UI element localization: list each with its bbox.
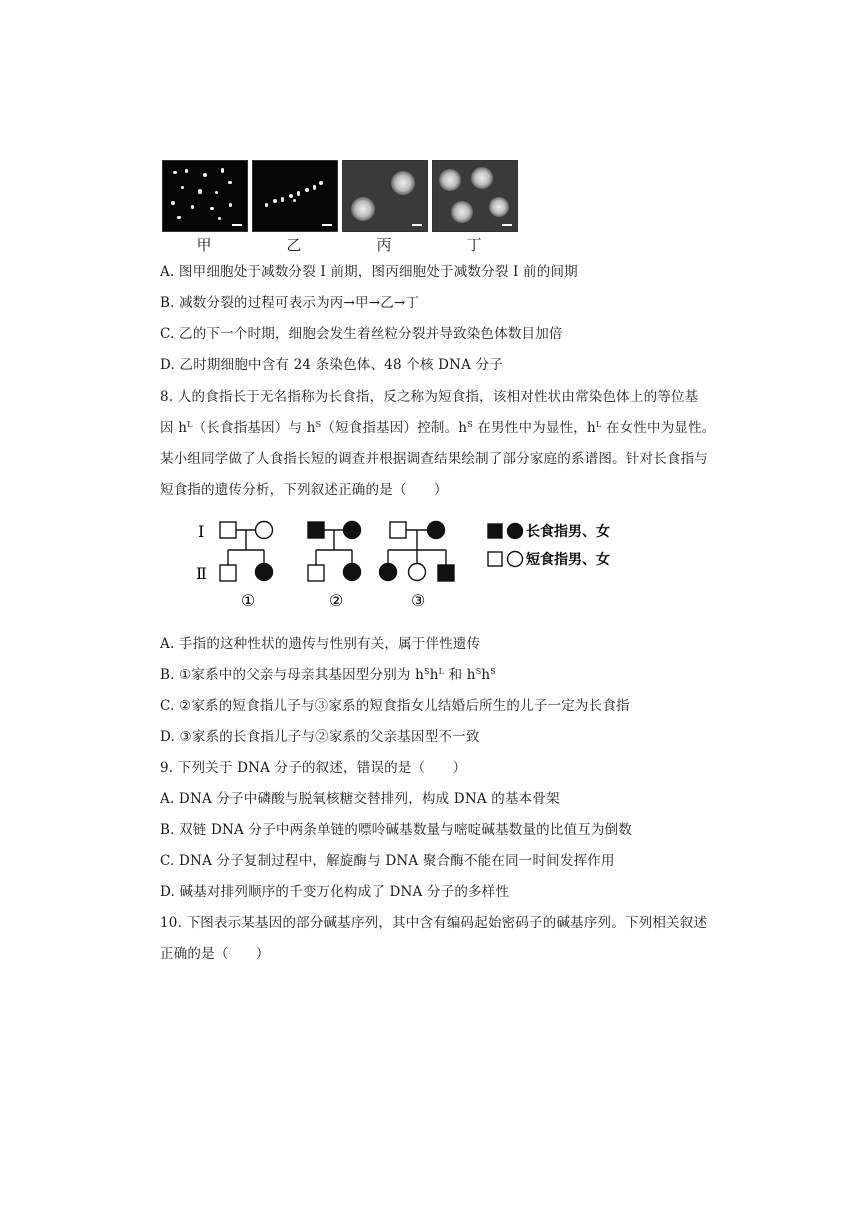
f3-mother-long <box>428 522 445 539</box>
q10-stem-line1: 10. 下图表示某基因的部分碱基序列，其中含有编码起始密码子的碱基序列。下列相关叙述 <box>160 915 708 931</box>
q9-stem: 9. 下列关于 DNA 分子的叙述，错误的是（ ） <box>160 760 467 776</box>
micro-label-yi: 乙 <box>286 236 302 254</box>
q8-option-b: B. ①家系中的父亲与母亲其基因型分别为 $h^Sh^L$ 和 $h^Sh^S$ <box>160 667 496 683</box>
legend-long-label: 长食指男、女 <box>526 524 610 540</box>
family-label-3: ③ <box>411 591 426 610</box>
micrograph-figure <box>162 160 522 255</box>
legend-female-short <box>508 552 523 567</box>
f3-father-short <box>390 522 406 538</box>
f1-father-short <box>220 522 236 538</box>
f2-son-short <box>308 565 324 581</box>
f2-father-long <box>308 522 324 538</box>
micrograph-yi <box>252 160 338 232</box>
q9-option-c: C. DNA 分子复制过程中，解旋酶与 DNA 聚合酶不能在同一时间发挥作用 <box>160 853 615 869</box>
q8-option-c: C. ②家系的短食指儿子与③家系的短食指女儿结婚后所生的儿子一定为长食指 <box>160 698 630 714</box>
q7-option-c: C. 乙的下一个时期，细胞会发生着丝粒分裂并导致染色体数目加倍 <box>160 326 563 342</box>
pedigree-chart <box>190 510 630 610</box>
legend-short-label: 短食指男、女 <box>526 552 610 568</box>
f1-daughter-long <box>256 564 273 581</box>
micrograph-bing <box>342 160 428 232</box>
q7-option-a: A. 图甲细胞处于减数分裂 I 前期，图丙细胞处于减数分裂 I 前的间期 <box>160 264 578 280</box>
micro-label-ding: 丁 <box>466 236 482 254</box>
q9-option-b: B. 双链 DNA 分子中两条单链的嘌呤碱基数量与嘧啶碱基数量的比值互为倒数 <box>160 822 633 838</box>
family-label-1: ① <box>241 591 256 610</box>
family-label-2: ② <box>329 591 344 610</box>
f1-mother-short <box>256 522 273 539</box>
f1-son-short <box>220 565 236 581</box>
q8-option-d: D. ③家系的长食指儿子与②家系的父亲基因型不一致 <box>160 729 480 745</box>
legend-male-short <box>488 552 502 566</box>
q8-stem-line3: 某小组同学做了人食指长短的调查并根据调查结果绘制了部分家庭的系谱图。针对长食指与 <box>160 451 708 467</box>
family-1 <box>220 522 273 582</box>
q9-option-a: A. DNA 分子中磷酸与脱氧核糖交替排列，构成 DNA 的基本骨架 <box>160 791 560 807</box>
q7-option-d: D. 乙时期细胞中含有 24 条染色体、48 个核 DNA 分子 <box>160 357 504 373</box>
legend-male-long <box>488 524 502 538</box>
micro-label-bing: 丙 <box>376 236 392 254</box>
q7-option-b: B. 减数分裂的过程可表示为丙→甲→乙→丁 <box>160 295 420 311</box>
f3-daughter-long <box>380 564 397 581</box>
gen-label-2: Ⅱ <box>196 564 207 583</box>
q8-stem-line2: 因 $h^L$（长食指基因）与 $h^S$（短食指基因）控制。$h^S$ 在男性中为显性，$h^L$ 在女性中为显性。 <box>160 420 716 436</box>
q8-stem-line1: 8. 人的食指长于无名指称为长食指，反之称为短食指，该相对性状由常染色体上的等位基 <box>160 389 699 405</box>
gen-label-1: Ⅰ <box>198 522 205 541</box>
q10-stem-line2: 正确的是（ ） <box>160 946 270 962</box>
legend-female-long <box>508 524 523 539</box>
q9-option-d: D. 碱基对排列顺序的千变万化构成了 DNA 分子的多样性 <box>160 884 510 900</box>
f2-mother-long <box>344 522 361 539</box>
micrograph-ding <box>432 160 518 232</box>
micro-label-jia: 甲 <box>196 236 212 254</box>
micrograph-jia <box>162 160 248 232</box>
f3-son-long <box>438 565 454 581</box>
q8-option-a: A. 手指的这种性状的遗传与性别有关，属于伴性遗传 <box>160 636 481 652</box>
f3-daughter-short <box>409 564 426 581</box>
pedigree-legend <box>488 524 523 567</box>
family-3 <box>380 522 455 582</box>
family-2 <box>308 522 361 582</box>
f2-daughter-long <box>344 564 361 581</box>
q8-stem-line4: 短食指的遗传分析，下列叙述正确的是（ ） <box>160 482 448 498</box>
